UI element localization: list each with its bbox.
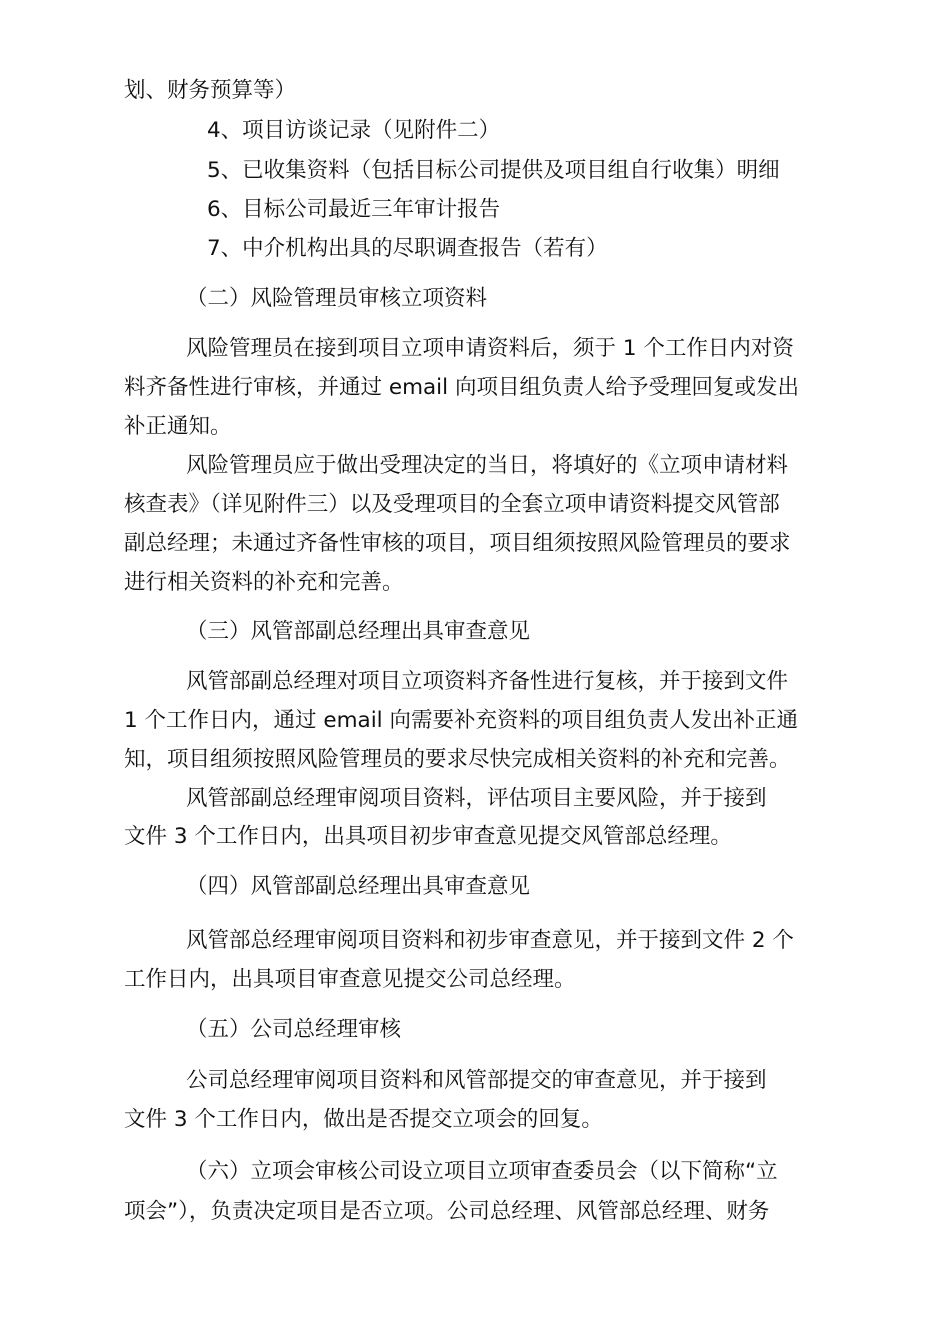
paragraph-line: 料齐备性进行审核，并通过 email 向项目组负责人给予受理回复或发出 bbox=[124, 375, 799, 400]
paragraph-line: 风险管理员在接到项目立项申请资料后，须于 1 个工作日内对资 bbox=[186, 336, 794, 361]
paragraph-line: 文件 3 个工作日内，做出是否提交立项会的回复。 bbox=[124, 1107, 603, 1132]
paragraph-line: 知，项目组须按照风险管理员的要求尽快完成相关资料的补充和完善。 bbox=[124, 747, 791, 772]
paragraph-line: 风管部总经理审阅项目资料和初步审查意见，并于接到文件 2 个 bbox=[186, 928, 794, 953]
paragraph-line: 风管部副总经理对项目立项资料齐备性进行复核，并于接到文件 bbox=[186, 669, 789, 694]
paragraph-line: 公司总经理审阅项目资料和风管部提交的审查意见，并于接到 bbox=[186, 1068, 767, 1093]
list-item-6: 6、目标公司最近三年审计报告 bbox=[207, 197, 501, 222]
paragraph-line: 工作日内，出具项目审查意见提交公司总经理。 bbox=[124, 967, 576, 992]
paragraph-line: 风管部副总经理审阅项目资料，评估项目主要风险，并于接到 bbox=[186, 786, 767, 811]
section-heading-5: （五）公司总经理审核 bbox=[186, 1017, 402, 1042]
list-item-7: 7、中介机构出具的尽职调查报告（若有） bbox=[207, 236, 608, 261]
paragraph-line: 副总经理；未通过齐备性审核的项目，项目组须按照风险管理员的要求 bbox=[124, 531, 791, 556]
paragraph-line: 1 个工作日内，通过 email 向需要补充资料的项目组负责人发出补正通 bbox=[124, 708, 798, 733]
paragraph-line: 风险管理员应于做出受理决定的当日，将填好的《立项申请材料 bbox=[186, 453, 789, 478]
section-heading-4: （四）风管部副总经理出具审查意见 bbox=[186, 874, 531, 899]
paragraph-line: 核查表》（详见附件三）以及受理项目的全套立项申请资料提交风管部 bbox=[124, 492, 780, 517]
section-heading-3: （三）风管部副总经理出具审查意见 bbox=[186, 619, 531, 644]
list-continuation: 划、财务预算等） bbox=[124, 78, 297, 103]
section-heading-2: （二）风险管理员审核立项资料 bbox=[186, 286, 488, 311]
paragraph-line: 进行相关资料的补充和完善。 bbox=[124, 570, 404, 595]
paragraph-line: 补正通知。 bbox=[124, 414, 232, 439]
paragraph-line: 项会”），负责决定项目是否立项。公司总经理、风管部总经理、财务 bbox=[124, 1199, 770, 1224]
section-heading-6: （六）立项会审核公司设立项目立项审查委员会（以下简称“立 bbox=[186, 1159, 778, 1184]
list-item-4: 4、项目访谈记录（见附件二） bbox=[207, 118, 501, 143]
list-item-5: 5、已收集资料（包括目标公司提供及项目组自行收集）明细 bbox=[207, 158, 780, 183]
paragraph-line: 文件 3 个工作日内，出具项目初步审查意见提交风管部总经理。 bbox=[124, 824, 732, 849]
